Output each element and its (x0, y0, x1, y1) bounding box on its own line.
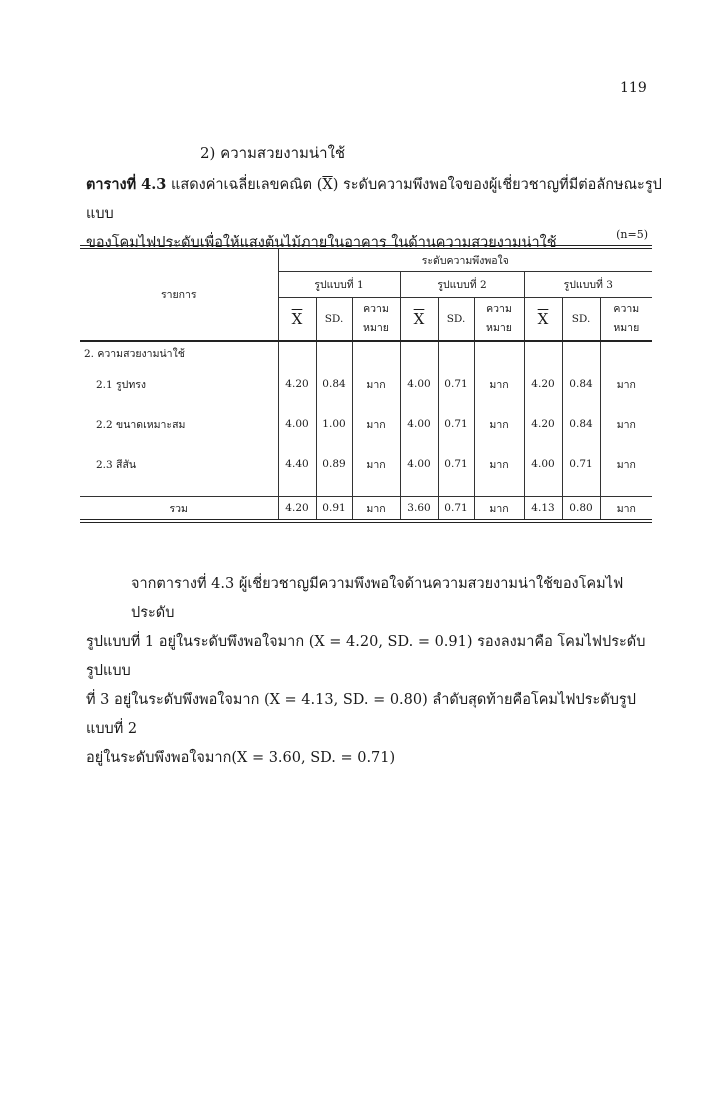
table-cell: 0.71 (438, 444, 474, 484)
sd-header: SD. (438, 298, 474, 342)
table-cell: 0.84 (562, 364, 600, 404)
table-cell: 0.71 (438, 497, 474, 522)
page-number: 119 (620, 80, 647, 96)
table-cell: 0.71 (438, 404, 474, 444)
table-cell: มาก (600, 444, 652, 484)
row-item-label: 2.1 รูปทรง (96, 378, 147, 391)
category-label: 2. ความสวยงามน่าใช้ (84, 347, 185, 360)
paragraph-line-2: รูปแบบที่ 1 อยู่ในระดับพึงพอใจมาก (X = 4.20, SD. = 0.91) รองลงมาคือ โคมไฟประดับรูปแบบ (86, 634, 646, 679)
table-cell: 4.00 (400, 444, 438, 484)
table-cell: 1.00 (316, 404, 352, 444)
item-column-header: รายการ (80, 247, 278, 341)
section-heading: 2) ความสวยงามน่าใช้ (200, 144, 346, 162)
model-3-header: รูปแบบที่ 3 (524, 272, 652, 298)
total-label: รวม (169, 502, 188, 515)
paragraph-line-3: ที่ 3 อยู่ในระดับพึงพอใจมาก (X = 4.13, SD. = 0.80) ลำดับสุดท้ายคือโคมไฟประดับรูปแบบที่ 2 (86, 692, 636, 737)
caption-line-2: ของโคมไฟประดับเพื่อให้แสงต้นไม้ภายในอาคาร ในด้านความสวยงามน่าใช้ (86, 235, 557, 251)
table-cell: 4.20 (278, 497, 316, 522)
sample-size-note: (n=5) (616, 228, 648, 241)
table-cell: 4.00 (400, 364, 438, 404)
table-cell: มาก (600, 404, 652, 444)
table-cell: มาก (600, 364, 652, 404)
meaning-header: ความ หมาย (600, 298, 652, 342)
caption-text-before: แสดงค่าเฉลี่ยเลขคณิต ( (166, 177, 323, 193)
table-cell: 4.20 (524, 404, 562, 444)
sd-header: SD. (562, 298, 600, 342)
table-cell: 4.20 (524, 364, 562, 404)
row-item-label: 2.3 สีสัน (96, 458, 137, 471)
satisfaction-table (80, 245, 652, 523)
table-cell: มาก (474, 364, 524, 404)
caption-line-1 (86, 170, 676, 229)
table-cell: 4.00 (524, 444, 562, 484)
mean-header: $\overline{X}$ (291, 310, 303, 328)
category-row (80, 341, 652, 364)
sd-header: SD. (316, 298, 352, 342)
mean-symbol: $\overline{X}$ (322, 177, 333, 193)
paragraph-line-1: จากตารางที่ 4.3 ผู้เชี่ยวชาญมีความพึงพอใจด้านความสวยงามน่าใช้ของโคมไฟประดับ (131, 576, 624, 621)
meaning-header: ความ หมาย (474, 298, 524, 342)
table-cell: มาก (352, 364, 400, 404)
table-cell: มาก (352, 497, 400, 522)
paragraph-line-4: อยู่ในระดับพึงพอใจมาก(X = 3.60, SD. = 0.71) (86, 750, 396, 766)
table-cell: 4.20 (278, 364, 316, 404)
table-cell: 0.89 (316, 444, 352, 484)
table-cell: 0.91 (316, 497, 352, 522)
table-row (80, 364, 652, 404)
table-cell: 0.84 (316, 364, 352, 404)
summary-paragraph (86, 570, 661, 773)
table-cell: มาก (474, 444, 524, 484)
table-row (80, 444, 652, 484)
meaning-header: ความ หมาย (352, 298, 400, 342)
satisfaction-header: ระดับความพึงพอใจ (278, 247, 652, 272)
table-cell: 0.71 (562, 444, 600, 484)
table-cell: 4.00 (278, 404, 316, 444)
table-cell: 0.71 (438, 364, 474, 404)
table-cell: มาก (352, 404, 400, 444)
table-cell: 4.13 (524, 497, 562, 522)
caption-label: ตารางที่ 4.3 (86, 176, 167, 193)
model-2-header: รูปแบบที่ 2 (400, 272, 524, 298)
table-cell: มาก (600, 497, 652, 522)
table-cell: มาก (474, 497, 524, 522)
table-cell: 0.80 (562, 497, 600, 522)
table-cell: 4.40 (278, 444, 316, 484)
row-item-label: 2.2 ขนาดเหมาะสม (96, 418, 186, 431)
mean-header: $\overline{X}$ (537, 310, 549, 328)
caption-text-after: ) ระดับความพึงพอใจของผู้เชี่ยวชาญที่มีต่อลักษณะรูปแบบ (86, 177, 662, 222)
model-1-header: รูปแบบที่ 1 (278, 272, 400, 298)
table-cell: มาก (352, 444, 400, 484)
mean-header: $\overline{X}$ (413, 310, 425, 328)
table-cell: มาก (474, 404, 524, 444)
table-cell: 0.84 (562, 404, 600, 444)
table-cell: 4.00 (400, 404, 438, 444)
total-row (80, 497, 652, 522)
table-row (80, 404, 652, 444)
table-cell: 3.60 (400, 497, 438, 522)
